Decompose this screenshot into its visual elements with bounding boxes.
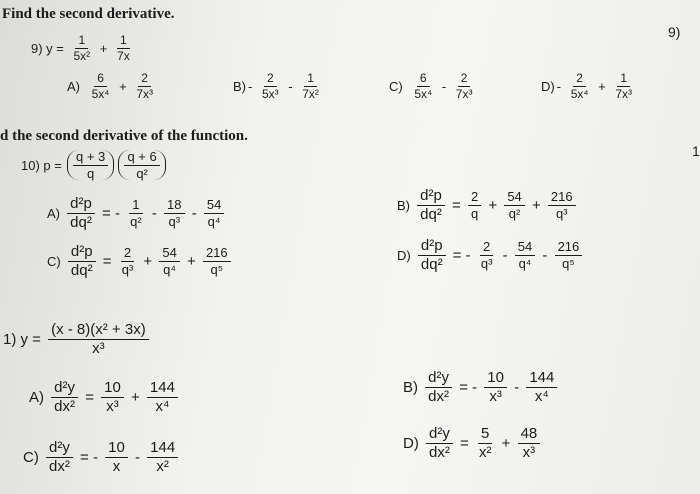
q9-label: 9) y = [31, 40, 64, 56]
q9-choice-a[interactable]: A) $\frac{6}{\text{5x⁴}}$ + $\frac{2}{\text{7x³}}$ [67, 71, 153, 101]
page-heading: Find the second derivative. [2, 6, 175, 22]
q9-choice-b[interactable]: B) - $\frac{2}{\text{5x³}}$ - $\frac{1}{\text{7x²}}$ [233, 71, 319, 101]
section-heading: d the second derivative of the function. [0, 128, 248, 144]
q10-label: 10) p = [21, 157, 62, 173]
q10-choice-c[interactable]: C) $\frac{\text{d²p}}{\text{dq²}}$ = $\frac{2}{\text{q³}}$ + $\frac{54}{\text{q⁴}}$ + $\frac{216}{\text{q⁵}}$ [46, 244, 233, 279]
q9-term2: $\frac{1}{7x}$ [117, 33, 130, 63]
q10-choice-a[interactable]: A) $\frac{\text{d²p}}{\text{dq²}}$ = - $\frac{1}{\text{q²}}$ - $\frac{18}{\text{q³}}$ - $\frac{54}{\text{q⁴}}$ [46, 196, 226, 231]
q9-choice-c[interactable]: C) $\frac{6}{\text{5x⁴}}$ - $\frac{2}{\text{7x³}}$ [389, 71, 473, 101]
q11-choice-a[interactable]: A) $\frac{\text{d²y}}{\text{dx²}}$ = $\frac{10}{\text{x³}}$ + $\frac{144}{\text{x⁴}}$ [28, 380, 180, 415]
q10-choice-b[interactable]: B) $\frac{\text{d²p}}{\text{dq²}}$ = $\frac{2}{q}$ + $\frac{54}{\text{q²}}$ + $\frac{216}{\text{q³}}$ [396, 188, 578, 223]
q10-choice-d[interactable]: D) $\frac{\text{d²p}}{\text{dq²}}$ = - $\frac{2}{\text{q³}}$ - $\frac{54}{\text{q⁴}}$ - $\frac{216}{\text{q⁵}}$ [396, 238, 584, 273]
q9-choice-d[interactable]: D) - $\frac{2}{\text{5x⁴}}$ + $\frac{1}{\text{7x³}}$ [541, 71, 633, 101]
q11-choice-c[interactable]: C) $\frac{\text{d²y}}{\text{dx²}}$ = - $\frac{10}{x}$ - $\frac{144}{\text{x²}}$ [22, 440, 180, 475]
q11-choice-d[interactable]: D) $\frac{\text{d²y}}{\text{dx²}}$ = $\frac{5}{\text{x²}}$ + $\frac{48}{\text{x³}}$ [402, 426, 542, 461]
q9-expression: 9) y = $\frac{1}{\text{5x²}}$ + $\frac{1}{7x}$ [30, 34, 135, 62]
margin-question-number: 9) [668, 24, 681, 40]
q9-term1: $\frac{1}{\text{5x²}}$ [73, 33, 91, 63]
q11-label: 1) y = [3, 330, 41, 348]
q11-expression: 1) y = $\frac{\text{(x - 8)(x² + 3x)}}{\text{x³}}$ [2, 322, 151, 357]
edge-mark: 1 [692, 143, 700, 159]
q10-expression: 10) p = $\frac{q + 3}{q}$ $\frac{q + 6}{\text{q²}}$ [20, 150, 166, 180]
q11-choice-b[interactable]: B) $\frac{\text{d²y}}{\text{dx²}}$ = - $\frac{10}{\text{x³}}$ - $\frac{144}{\text{x⁴}}$ [402, 370, 559, 405]
